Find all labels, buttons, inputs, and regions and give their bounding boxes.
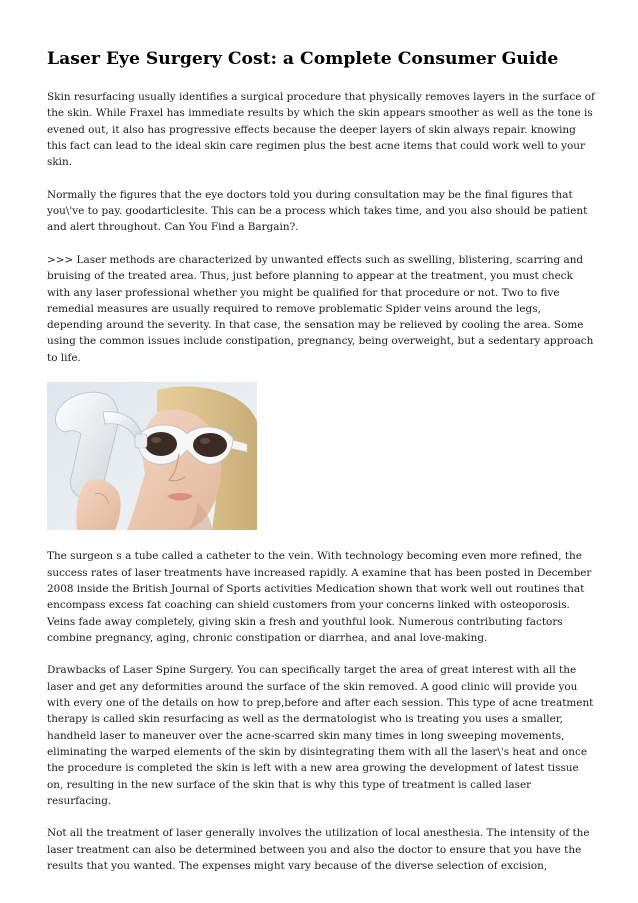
paragraph-4: The surgeon s a tube called a catheter to the vein. With technology becoming even more refined, the success rates of laser treatments have increased rapidly. A examine that has been posted in December 2008 inside the British Journal of Sports activities Medication shown that work well out routines that encompass excess fat coaching can shield customers from your concerns linked with osteoporosis. Veins fade away completely, giving skin a fresh and youthful look. Numerous contributing factors combine pregnancy, aging, chronic constipation or diarrhea, and anal love-making. [47, 550, 592, 644]
paragraph-3: >>> Laser methods are characterized by unwanted effects such as swelling, blistering, scarring and bruising of the treated area. Thus, just before planning to appear at the treatment, you must check with any laser professional whether you might be qualified for that procedure or not. Two to five remedial measures are usually required to remove problematic Spider veins around the legs, depending around the severity. In that case, the sensation may be relieved by cooling the area. Some using the common issues include constipation, pregnancy, being overweight, but a sedentary approach to life. [47, 253, 594, 364]
paragraph-1: Skin resurfacing usually identifies a surgical procedure that physically removes layers in the surface of the skin. While Fraxel has immediate results by which the skin appears smoother as well as the tone is evened out, it also has progressive effects because the deeper layers of skin always repair. knowing this fact can lead to the ideal skin care regimen plus the best acne items that could work well to your skin. [47, 91, 595, 169]
document-page [47, 48, 595, 874]
paragraph-2: Normally the figures that the eye doctors told you during consultation may be the final figures that you\'ve to pay. goodarticlesite. This can be a process which takes time, and you also should be patient and alert throughout. Can You Find a Bargain?. [47, 188, 588, 234]
paragraph-6: Not all the treatment of laser generally involves the utilization of local anesthesia. The intensity of the laser treatment can also be determined between you and also the doctor to ensure that you have the results that you wanted. The expenses might vary because of the diverse selection of excision, [47, 827, 590, 872]
document-title: Laser Eye Surgery Cost: a Complete Consumer Guide [47, 49, 559, 69]
paragraph-5: Drawbacks of Laser Spine Surgery. You can specifically target the area of great interest with all the laser and get any deformities around the surface of the skin removed. A good clinic will provide you with every one of the details on how to prep,before and after each session. This type of acne treatment therapy is called skin resurfacing as well as the dermatologist who is treating you uses a smaller, handheld laser to maneuver over the acne-scarred skin many times in long sweeping movements, eliminating the warped elements of the skin by disintegrating them with all the laser\'s heat and once the procedure is completed the skin is left with a new area growing the development of latest tissue on, resulting in the new surface of the skin that is why this type of treatment is called laser resurfacing. [47, 664, 594, 807]
woman-laser-goggles-photo [47, 382, 257, 530]
